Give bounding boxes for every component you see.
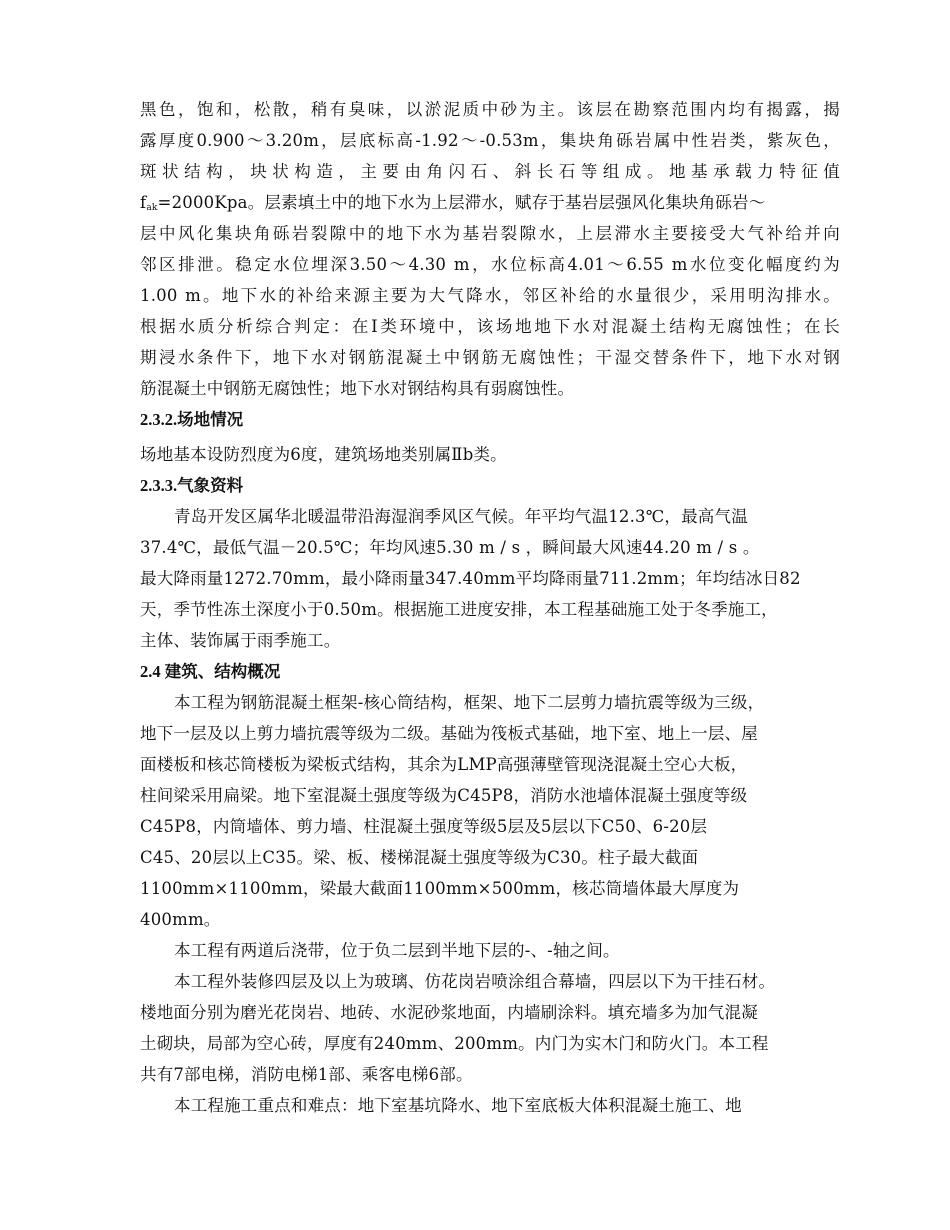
text-line: 根据水质分析综合判定：在Ⅰ类环境中，该场地地下水对混凝土结构无腐蚀性；在长 — [140, 317, 840, 336]
text-line: 场地基本设防烈度为6度，建筑场地类别属Ⅱb类。 — [140, 445, 507, 464]
text-line: 楼地面分别为磨光花岗岩、地砖、水泥砂浆地面，内墙刷涂料。填充墙多为加气混凝 — [140, 1003, 758, 1022]
text-line: 天，季节性冻土深度小于0.50m。根据施工进度安排，本工程基础施工处于冬季施工， — [140, 600, 778, 619]
text-line: 斑状结构，块状构造，主要由角闪石、斜长石等组成。地基承载力特征值 — [140, 162, 840, 181]
text-line-fak — [140, 187, 840, 218]
fak-text: =2000Kpa。层素填土中的地下水为上层滞水，赋存于基岩层强风化集块角砾岩～ — [157, 193, 766, 212]
text-line: 主体、装饰属于雨季施工。 — [140, 631, 341, 650]
document-page — [140, 94, 840, 1121]
text-line: 本工程施工重点和难点：地下室基坑降水、地下室底板大体积混凝土施工、地 — [174, 1096, 742, 1115]
section-heading-structure: 2.4 建筑、结构概况 — [140, 662, 281, 681]
text-line: 400mm。 — [140, 910, 221, 929]
section-heading-site: 2.3.2.场地情况 — [140, 410, 244, 429]
geology-paragraph — [140, 94, 840, 404]
fak-subscript: ak — [146, 203, 158, 213]
text-line: 青岛开发区属华北暖温带沿海湿润季风区气候。年平均气温12.3℃，最高气温 — [174, 507, 748, 526]
fak-symbol: f — [140, 193, 147, 212]
text-line: 柱间梁采用扁梁。地下室混凝土强度等级为C45P8，消防水池墙体混凝土强度等级 — [140, 786, 748, 805]
text-line: C45P8，内筒墙体、剪力墙、柱混凝土强度等级5层及5层以下C50、6-20层 — [140, 817, 708, 836]
text-line: 土砌块，局部为空心砖，厚度有240mm、200mm。内门为实木门和防火门。本工程 — [140, 1034, 769, 1053]
text-line: 期浸水条件下，地下水对钢筋混凝土中钢筋无腐蚀性；干湿交替条件下，地下水对钢 — [140, 348, 840, 367]
text-line: 筋混凝土中钢筋无腐蚀性；地下水对钢结构具有弱腐蚀性。 — [140, 379, 575, 398]
text-line: 1.00 m。地下水的补给来源主要为大气降水，邻区补给的水量很少，采用明沟排水。 — [140, 286, 840, 305]
text-line: C45、20层以上C35。梁、板、楼梯混凝土强度等级为C30。柱子最大截面 — [140, 848, 699, 867]
text-line: 最大降雨量1272.70mm，最小降雨量347.40mm平均降雨量711.2mm；年均结冰日82 — [140, 569, 801, 588]
text-line: 层中风化集块角砾岩裂隙中的地下水为基岩裂隙水，上层滞水主要接受大气补给并向 — [140, 224, 840, 243]
text-line: 共有7部电梯，消防电梯1部、乘客电梯6部。 — [140, 1065, 473, 1084]
text-line: 露厚度0.900～3.20m，层底标高-1.92～-0.53m，集块角砾岩属中性岩类，紫灰色， — [140, 131, 840, 150]
text-line: 本工程为钢筋混凝土框架-核心筒结构，框架、地下二层剪力墙抗震等级为三级， — [174, 693, 765, 712]
text-line: 本工程外装修四层及以上为玻璃、仿花岗岩喷涂组合幕墙，四层以下为干挂石材。 — [174, 972, 776, 991]
section-heading-weather: 2.3.3.气象资料 — [140, 476, 244, 495]
text-line: 1100mm×1100mm，梁最大截面1100mm×500mm，核芯筒墙体最大厚度为 — [140, 879, 740, 898]
text-line: 本工程有两道后浇带，位于负二层到半地下层的-、-轴之间。 — [174, 941, 620, 960]
text-line: 37.4℃，最低气温－20.5℃；年均风速5.30 m / s ，瞬间最大风速44.20 m / s 。 — [140, 538, 760, 557]
text-line: 邻区排泄。稳定水位埋深3.50～4.30 m，水位标高4.01～6.55 m水位变化幅度约为 — [140, 255, 840, 274]
text-line: 地下一层及以上剪力墙抗震等级为二级。基础为筏板式基础，地下室、地上一层、屋 — [140, 724, 758, 743]
text-line: 面楼板和核芯筒楼板为梁板式结构，其余为LMP高强薄壁管现浇混凝土空心大板， — [140, 755, 748, 774]
text-line: 黑色，饱和，松散，稍有臭味，以淤泥质中砂为主。该层在勘察范围内均有揭露，揭 — [140, 100, 840, 119]
